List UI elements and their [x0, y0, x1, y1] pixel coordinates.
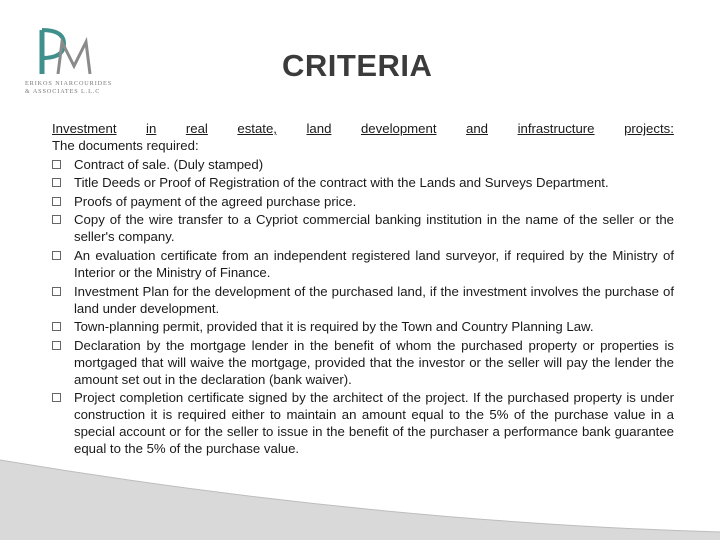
- square-bullet-icon: [52, 251, 61, 260]
- square-bullet-icon: [52, 322, 61, 331]
- list-item: Copy of the wire transfer to a Cypriot commercial banking institution in the name of the seller or the seller's company.: [52, 211, 674, 245]
- heading-word: projects:: [624, 121, 674, 136]
- heading-word: real: [185, 121, 208, 136]
- heading-word: Investment: [52, 121, 117, 136]
- list-item: Declaration by the mortgage lender in the benefit of whom the purchased property or properties is mortgaged that will waive the mortgage, provided that the investor or the seller will pay the lender the amount set out in the declaration (bank waiver).: [52, 337, 674, 388]
- list-item: Title Deeds or Proof of Registration of the contract with the Lands and Surveys Department.: [52, 174, 674, 191]
- square-bullet-icon: [52, 197, 61, 206]
- square-bullet-icon: [52, 341, 61, 350]
- documents-subheading: The documents required:: [52, 138, 199, 153]
- criteria-content: [52, 120, 674, 457]
- square-bullet-icon: [52, 287, 61, 296]
- square-bullet-icon: [52, 160, 61, 169]
- list-item: Town-planning permit, provided that it is required by the Town and Country Planning Law.: [52, 318, 674, 335]
- heading-word: in: [146, 121, 157, 136]
- heading-word: and: [466, 121, 489, 136]
- company-name: ERIKOS NIARCOURIDES & ASSOCIATES L.L.C: [25, 80, 113, 95]
- list-item: An evaluation certificate from an independent registered land surveyor, if required by the Ministry of Interior or the Ministry of Finance.: [52, 247, 674, 281]
- document-list: [52, 156, 674, 458]
- square-bullet-icon: [52, 393, 61, 402]
- pm-monogram-icon: [42, 30, 90, 74]
- heading-word: development: [360, 121, 437, 136]
- heading-word: estate,: [237, 121, 277, 136]
- section-heading: [52, 120, 674, 137]
- square-bullet-icon: [52, 215, 61, 224]
- page-title: CRITERIA: [282, 48, 433, 83]
- heading-word: infrastructure: [517, 121, 595, 136]
- square-bullet-icon: [52, 178, 61, 187]
- list-item: Contract of sale. (Duly stamped): [52, 156, 674, 173]
- list-item: Investment Plan for the development of the purchased land, if the investment involves the purchase of land under development.: [52, 283, 674, 317]
- heading-word: land: [306, 121, 332, 136]
- list-item: Project completion certificate signed by the architect of the project. If the purchased property is under construction it is required either to maintain an amount equal to the 5% of the purchase value in a special account or for the seller to issue in the benefit of the purchaser a performance bank guarantee equal to the 5% of the purchase value.: [52, 389, 674, 457]
- list-item: Proofs of payment of the agreed purchase price.: [52, 193, 674, 210]
